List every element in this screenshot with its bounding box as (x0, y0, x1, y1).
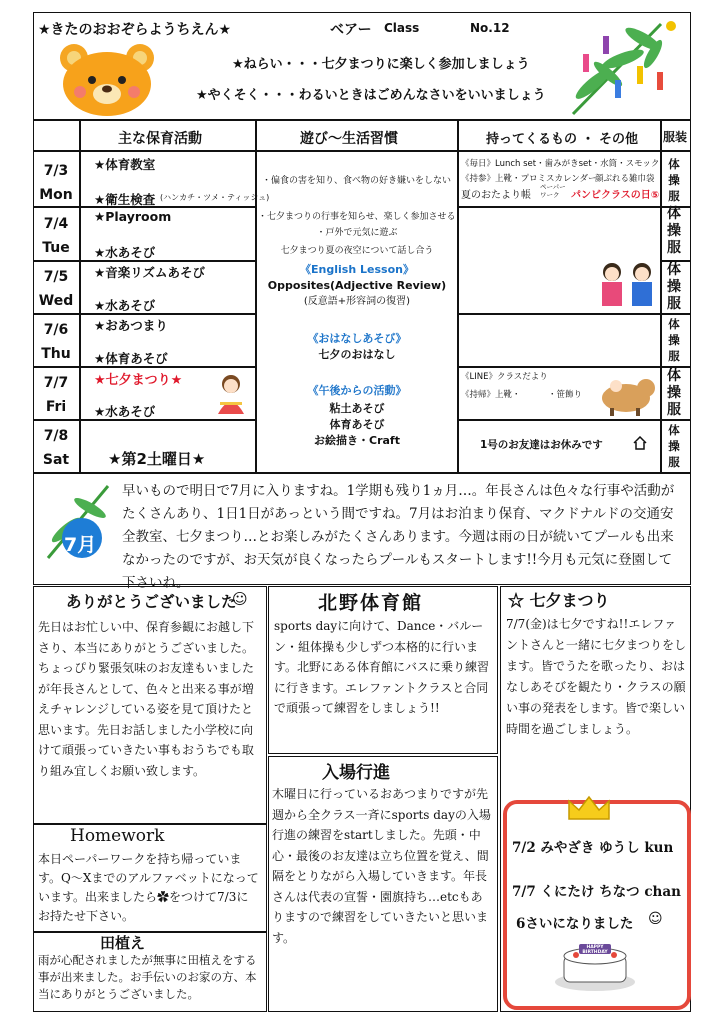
clothes: 体操服 (668, 157, 680, 203)
taue-text: 雨が心配されましたが無事に田植えをする事が出来ました。お手伝いのお家の方、本当にありがとうございました。 (38, 953, 257, 1001)
col-header-clothes: 服装 (663, 130, 688, 144)
bring-pumpkin-day: パンビクラスの日⑤ (571, 190, 660, 201)
row-day: Wed (38, 293, 74, 309)
clothes: 体操服 (667, 206, 681, 256)
clothes: 体操服 (668, 317, 680, 363)
gym-title: 北野体育館 (318, 592, 424, 614)
activity: ★水あそび (94, 245, 156, 260)
class-label: Class (384, 21, 420, 35)
col-header-bring: 持ってくるもの ・ その他 (486, 132, 639, 147)
col-header-main: 主な保育活動 (118, 131, 202, 147)
smile-icon: ☺ (232, 590, 248, 608)
tanabata-text: 7/7(金)は七夕ですね!!エレファントさんと一緒に七夕まつりをします。皆でうたを歌ったり、おはなしあそびを観たり・クラスの願い事の発表をします。皆で楽しい時間を過ごしましょう。 (506, 617, 687, 736)
clothes: 体操服 (668, 423, 680, 469)
bear-illustration (52, 38, 162, 118)
clothes: 体操服 (667, 368, 681, 418)
row-date: 7/7 (43, 375, 69, 391)
thanks-text: 先日はお忙しい中、保育参観にお越し下さり、本当にありがとうございました。ちょっぴり緊張気味のお友達もいましたが年長さんとして、色々と出来る事が増えチャレンジしている姿を見て頂けたと思います。先日お話しました小学校に向けて頑張っていきたい事もおうちでも取り組み宜しくお願い致します。 (38, 620, 255, 778)
class-name: ベアー (330, 22, 372, 38)
english-lesson-title: 《English Lesson》 (300, 263, 414, 276)
row-date: 7/8 (43, 428, 69, 444)
row-day: Mon (39, 187, 73, 203)
story-title: 《おはなしあそび》 (307, 332, 407, 345)
homework-title: Homework (70, 826, 165, 846)
birthday-child: 7/2 みやざき ゆうし kun (512, 840, 674, 856)
birthday-child: 7/7 くにたけ ちなつ chan (512, 884, 681, 900)
afternoon-title: 《午後からの活動》 (307, 384, 407, 397)
row-date: 7/6 (43, 322, 69, 338)
school-name: ★きたのおおぞらようちえん★ (38, 22, 232, 38)
row-date: 7/3 (43, 163, 69, 179)
bring-daily: 《毎日》Lunch set・歯みがきset・水筒・スモック (461, 159, 660, 169)
activity: ★体育あそび (94, 351, 168, 366)
play-item: 七夕まつり夏の夜空について話し合う (280, 246, 434, 256)
cow-illustration (596, 372, 656, 416)
intro-text: 早いもので明日で7月に入りますね。1学期も残り1ヵ月…。年長さんは色々な行事や活動がたくさんあり、1日1日があっという間ですね。7月はお泊まり保育、マクドナルドの交通安全教室、七夕まつり…とお楽しみがたくさんあります。今週は雨の日が続いてプールも出来なかったのですが、お天気が良くなったらプールもスタートします!!今月も元気に登園して下さいね。 (122, 483, 675, 591)
bring-paper-work: ペーパー ワーク (540, 183, 566, 199)
bring-line: 《LINE》クラスだより (461, 372, 548, 382)
taue-title: 田植え (100, 934, 146, 952)
activity: ★水あそび (94, 404, 156, 419)
homework-text: 本日ペーパーワークを持ち帰っています。Q～Xまでのアルファベットになっています。出来ましたら✿をつけて7/3にお持たせ下さい。 (38, 852, 259, 923)
story-body: 七夕のおはなし (318, 348, 396, 361)
afternoon-item: 粘土あそび (329, 402, 385, 415)
bring-handwritten: 夏のおたより帳 (461, 190, 531, 201)
smile-icon: ☺ (648, 911, 663, 927)
afternoon-item: 体育あそび (329, 418, 385, 431)
activity-saturday: ★第2土曜日★ (108, 450, 206, 468)
gym-text: sports dayに向けて、Dance・バルーン・組体操も少しずつ本格的に行います。北野にある体育館にバスに乗り練習に行きます。エレファントクラスと合同で頑張って練習をしましょう!! (274, 619, 490, 715)
activity: ★おあつまり (94, 318, 168, 333)
activity-tanabata: ★七夕まつり★ (94, 373, 183, 388)
english-lesson-note: (反意語+形容詞の復習) (303, 296, 411, 307)
clothes: 体操服 (667, 262, 681, 312)
row-date: 7/4 (43, 216, 69, 232)
monthly-promise: ★やくそく・・・わるいときはごめんなさいをいいましょう (196, 88, 546, 103)
row-date: 7/5 (43, 269, 69, 285)
row-day: Thu (41, 346, 71, 362)
entry-title: 入場行進 (322, 763, 390, 783)
bring-bring: 《持参》上靴・プロミスカレンダー (461, 174, 597, 184)
activity: ★体育教室 (94, 157, 156, 172)
activity: ★衛生検査 (94, 192, 156, 207)
house-icon (633, 436, 647, 450)
issue-number: No.12 (470, 21, 510, 35)
monthly-aim: ★ねらい・・・七夕まつりに楽しく参加しましょう (232, 57, 530, 72)
afternoon-item: お絵描き・Craft (314, 434, 400, 447)
english-lesson-body: Opposites(Adjective Review) (267, 279, 447, 292)
month-badge: 7月 (64, 534, 97, 556)
bring-handwritten: 顔ぶれる雑巾袋 (595, 174, 655, 184)
bring-holiday: 1号のお友達はお休みです (480, 439, 603, 451)
col-header-play: 遊び～生活習慣 (300, 131, 398, 147)
thanks-title: ありがとうございました (66, 592, 237, 611)
row-day: Sat (42, 452, 70, 468)
activity-note: (ハンカチ・ツメ・ティッシュ) (160, 193, 270, 202)
row-day: Tue (42, 240, 70, 256)
tanabata-title: ☆ 七夕まつり (508, 591, 610, 610)
play-item: ・戸外で元気に遊ぶ (316, 228, 398, 238)
activity: ★音楽リズムあそび (94, 265, 205, 280)
orihime-illustration (210, 372, 252, 416)
birthday-message: 6さいになりました (516, 916, 634, 932)
activity: ★Playroom (94, 209, 172, 224)
play-item: ・七夕まつりの行事を知らせ、楽しく参加させる (258, 212, 456, 222)
tanabata-kids-illustration (596, 258, 658, 308)
activity: ★水あそび (94, 298, 156, 313)
entry-text: 木曜日に行っているおあつまりですが先週から全クラス一斉にsports dayの入場行進の練習をstartしました。先頭・中心・最後のお友達は立ち位置を覚え、間隔をとりながら入場していきます。年長さんは代表の宣誓・園旗持ち…etcもありますので練習をしていきたいと思います。 (272, 787, 491, 945)
row-day: Fri (45, 399, 67, 415)
crown-icon (566, 794, 612, 822)
cake-text: HAPPY BIRTHDAY (582, 945, 608, 955)
bamboo-illustration (553, 14, 683, 118)
bring-return: 《持帰》上靴・ (461, 390, 521, 400)
play-item: ・偏食の害を知り、食べ物の好き嫌いをしない (262, 176, 452, 186)
bring-return-bamboo: ・笹飾り (548, 390, 583, 400)
